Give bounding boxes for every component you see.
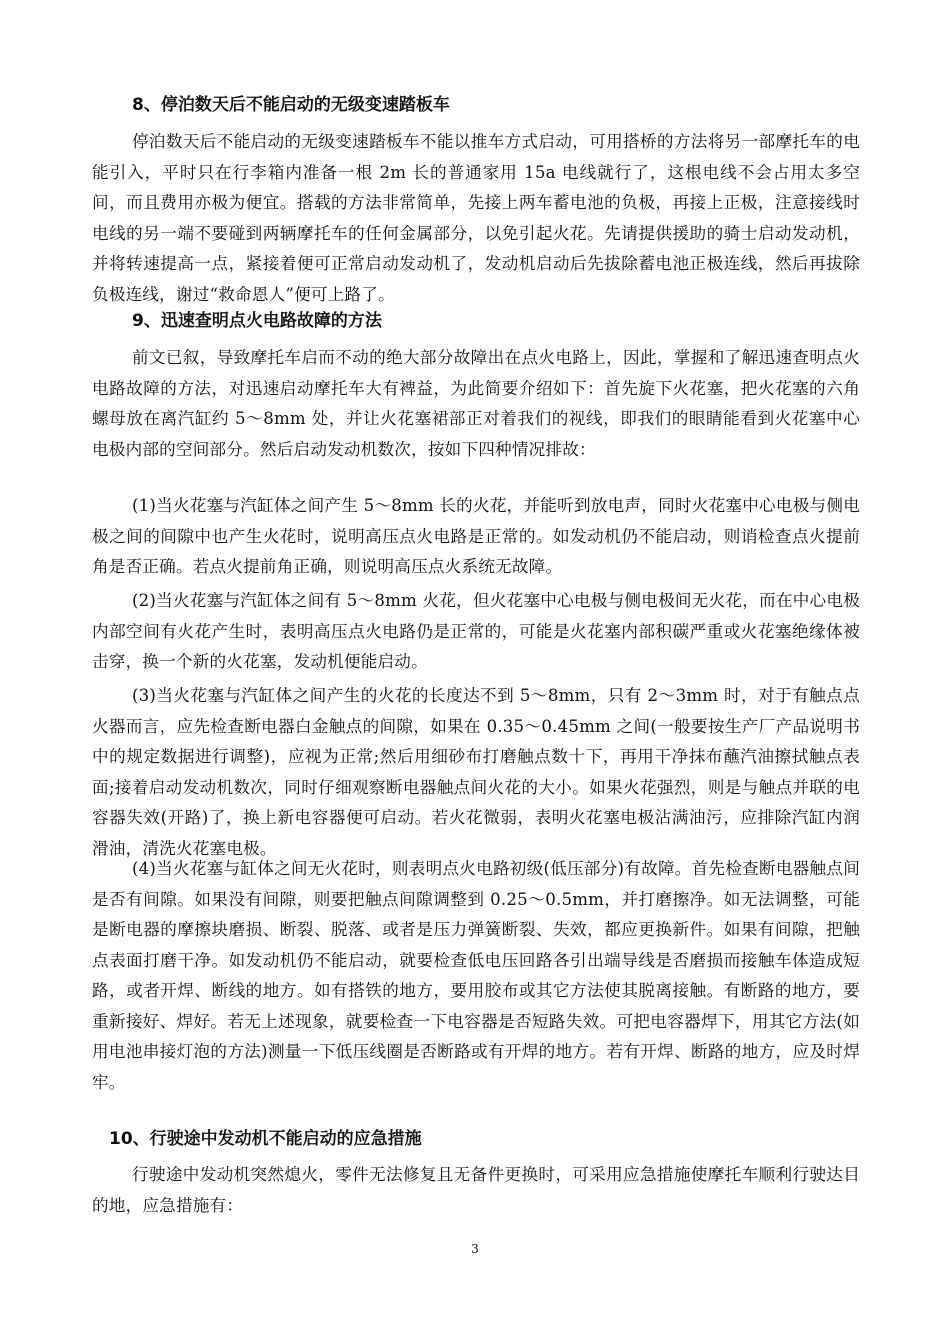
section-9-intro-paragraph: 前文已叙，导致摩托车启而不动的绝大部分故障出在点火电路上，因此，掌握和了解迅速查明点火电路故障的方法，对迅速启动摩托车大有裨益，为此简要介绍如下：首先旋下火花塞，把火花塞的六角螺母放在离汽缸约 5～8mm 处，并让火花塞裙部正对着我们的视线，即我们的眼睛能看到火花塞中心电极内部的空间部分。然后启动发动机数次，按如下四种情况排故： <box>92 348 860 459</box>
section-9-case-3-paragraph: (3)当火花塞与汽缸体之间产生的火花的长度达不到 5～8mm，只有 2～3mm 时，对于有触点点火器而言，应先检查断电器白金触点的间隙，如果在 0.35～0.45mm 之间(一般要按生产厂产品说明书中的规定数据进行调整)，应视为正常;然后用细砂布打磨触点数十下，再用干净抹布蘸汽油擦拭触点表面;接着启动发动机数次，同时仔细观察断电器触点间火花的大小。如果火花强烈，则是与触点并联的电容器失效(开路)了，换上新电容器便可启动。若火花微弱，表明火花塞电极沾满油污，应排除汽缸内润滑油，清洗火花塞电极。 <box>92 686 860 858</box>
section-9-case-4-paragraph: (4)当火花塞与缸体之间无火花时，则表明点火电路初级(低压部分)有故障。首先检查断电器触点间是否有间隙。如果没有间隙，则要把触点间隙调整到 0.25～0.5mm，并打磨擦净。如无法调整，可能是断电器的摩擦块磨损、断裂、脱落、或者是压力弹簧断裂、失效，都应更换新件。如果有间隙，把触点表面打磨干净。如发动机仍不能启动，就要检查低电压回路各引出端导线是否磨损而接触车体造成短路，或者开焊、断线的地方。如有搭铁的地方，要用胶布或其它方法使其脱离接触。有断路的地方，要重新接好、焊好。若无上述现象，就要检查一下电容器是否短路失效。可把电容器焊下，用其它方法(如用电池串接灯泡的方法)测量一下低压线圈是否断路或有开焊的地方。若有开焊、断路的地方，应及时焊牢。 <box>92 859 860 1092</box>
section-9-case-2-paragraph: (2)当火花塞与汽缸体之间有 5～8mm 火花，但火花塞中心电极与侧电极间无火花，而在中心电极内部空间有火花产生时，表明高压点火电路仍是正常的，可能是火花塞内部积碳严重或火花塞绝缘体被击穿，换一个新的火花塞，发动机便能启动。 <box>92 591 860 671</box>
section-8-heading: 8、停泊数天后不能启动的无级变速踏板车 <box>132 95 450 115</box>
section-9-case-1-paragraph: (1)当火花塞与汽缸体之间产生 5～8mm 长的火花，并能听到放电声，同时火花塞中心电极与侧电极之间的间隙中也产生火花时，说明高压点火电路是正常的。如发动机仍不能启动，则诮检查点火提前角是否正确。若点火提前角正确，则说明高压点火系统无故障。 <box>92 496 860 576</box>
section-10-paragraph: 行驶途中发动机突然熄火，零件无法修复且无备件更换时，可采用应急措施使摩托车顺利行驶达目的地，应急措施有： <box>92 1165 860 1215</box>
section-10-heading: 10、行驶途中发动机不能启动的应急措施 <box>109 1129 422 1149</box>
section-8-paragraph: 停泊数天后不能启动的无级变速踏板车不能以推车方式启动，可用搭桥的方法将另一部摩托车的电能引入，平时只在行李箱内准备一根 2m 长的普通家用 15a 电线就行了，这根电线不会占用太多空间，而且费用亦极为便宜。搭载的方法非常简单，先接上两车蓄电池的负极，再接上正极，注意接线时电线的另一端不要碰到两辆摩托车的任何金属部分，以免引起火花。先请提供援助的骑士启动发动机，并将转速提高一点，紧接着便可正常启动发动机了，发动机启动后先拔除蓄电池正极连线，然后再拔除负极连线，谢过“救命恩人”便可上路了。 <box>92 132 860 304</box>
page-number: 3 <box>471 1242 479 1256</box>
section-9-heading: 9、迅速查明点火电路故障的方法 <box>132 311 382 331</box>
